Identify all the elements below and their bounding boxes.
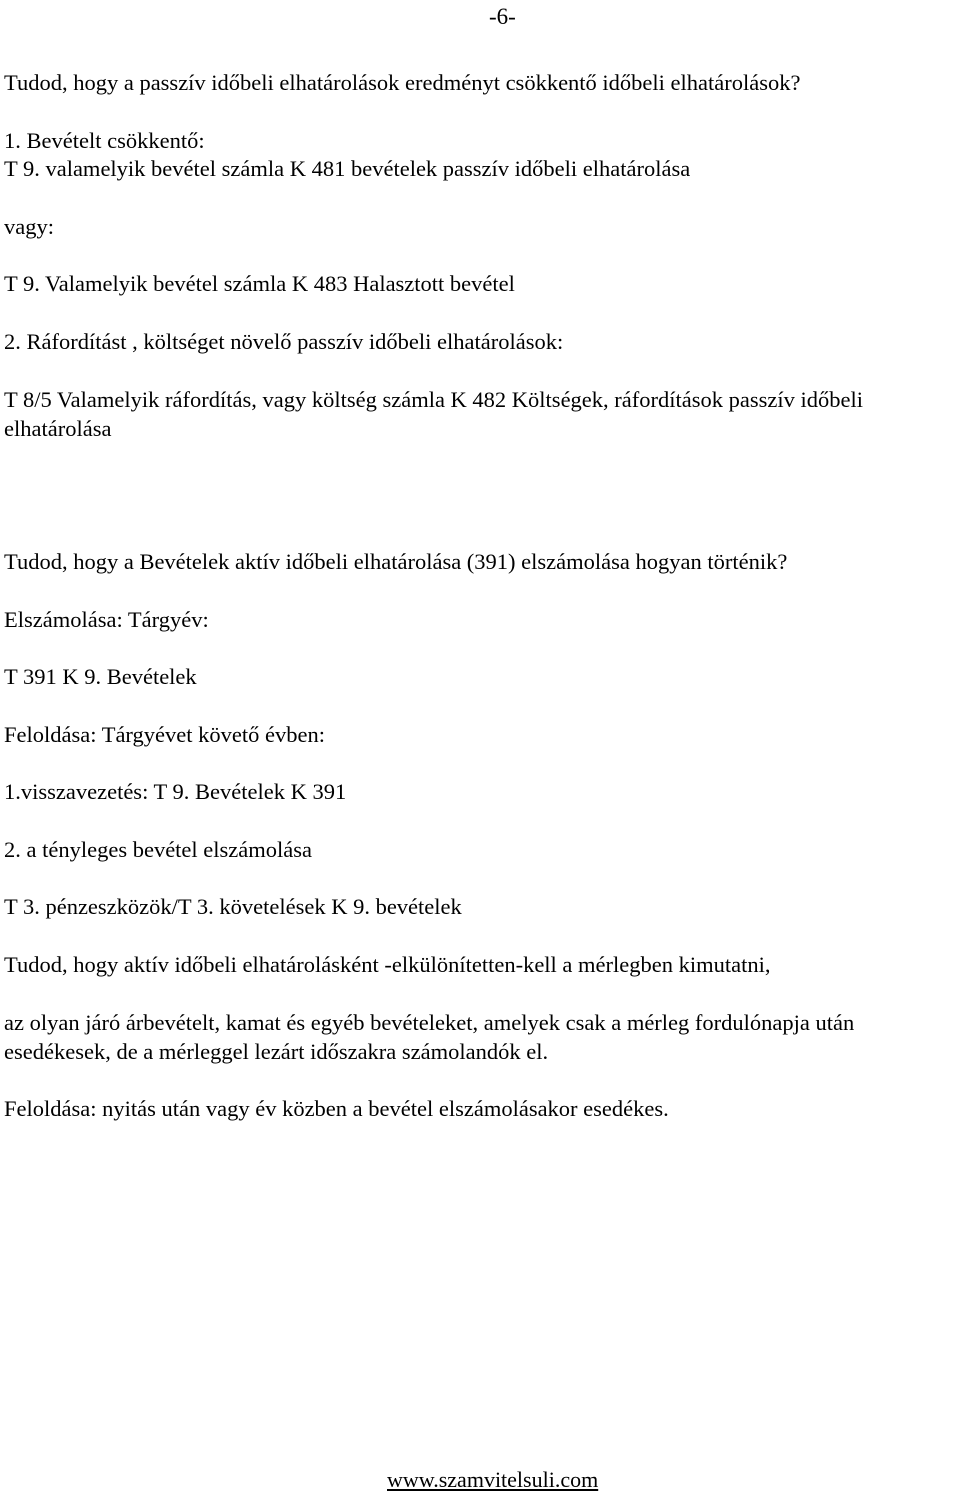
settlement-current-year: Elszámolása: Tárgyév:: [4, 607, 209, 632]
entry-483: T 9. Valamelyik bevétel számla K 483 Halasztott bevétel: [4, 271, 515, 296]
entry-481: T 9. valamelyik bevétel számla K 481 bevételek passzív időbeli elhatárolása: [4, 156, 691, 181]
entry-391: T 391 K 9. Bevételek: [4, 664, 197, 689]
statement-revenue-types: az olyan járó árbevételt, kamat és egyéb bevételeket, amelyek csak a mérleg fordulónapja után esedékesek, de a mérleggel lezárt időszakra számolandók el.: [4, 1010, 855, 1064]
release-following-year: Feloldása: Tárgyévet követő évben:: [4, 722, 325, 747]
item-cost-increasing: 2. Ráfordítást , költséget növelő passzív időbeli elhatárolások:: [4, 329, 564, 354]
page-number: -6-: [489, 4, 516, 29]
footer-website-link[interactable]: www.szamvitelsuli.com: [387, 1467, 599, 1492]
statement-active-deferral: Tudod, hogy aktív időbeli elhatárolásként -elkülönítetten-kell a mérlegben kimutatni,: [4, 952, 771, 977]
text-or: vagy:: [4, 214, 54, 239]
question-active-deferral-391: Tudod, hogy a Bevételek aktív időbeli elhatárolása (391) elszámolása hogyan történik?: [4, 549, 788, 574]
entry-482: T 8/5 Valamelyik ráfordítás, vagy költség számla K 482 Költségek, ráfordítások passzív időbeli elhatárolása: [4, 387, 863, 441]
release-note: Feloldása: nyitás után vagy év közben a bevétel elszámolásakor esedékes.: [4, 1096, 669, 1121]
entry-cash-receivables: T 3. pénzeszközök/T 3. követelések K 9. bevételek: [4, 894, 462, 919]
step-reversal: 1.visszavezetés: T 9. Bevételek K 391: [4, 779, 347, 804]
question-passive-deferrals: Tudod, hogy a passzív időbeli elhatárolások eredményt csökkentő időbeli elhatárolások?: [4, 70, 801, 95]
step-actual-revenue: 2. a tényleges bevétel elszámolása: [4, 837, 312, 862]
item-revenue-reducing: 1. Bevételt csökkentő:: [4, 128, 205, 153]
